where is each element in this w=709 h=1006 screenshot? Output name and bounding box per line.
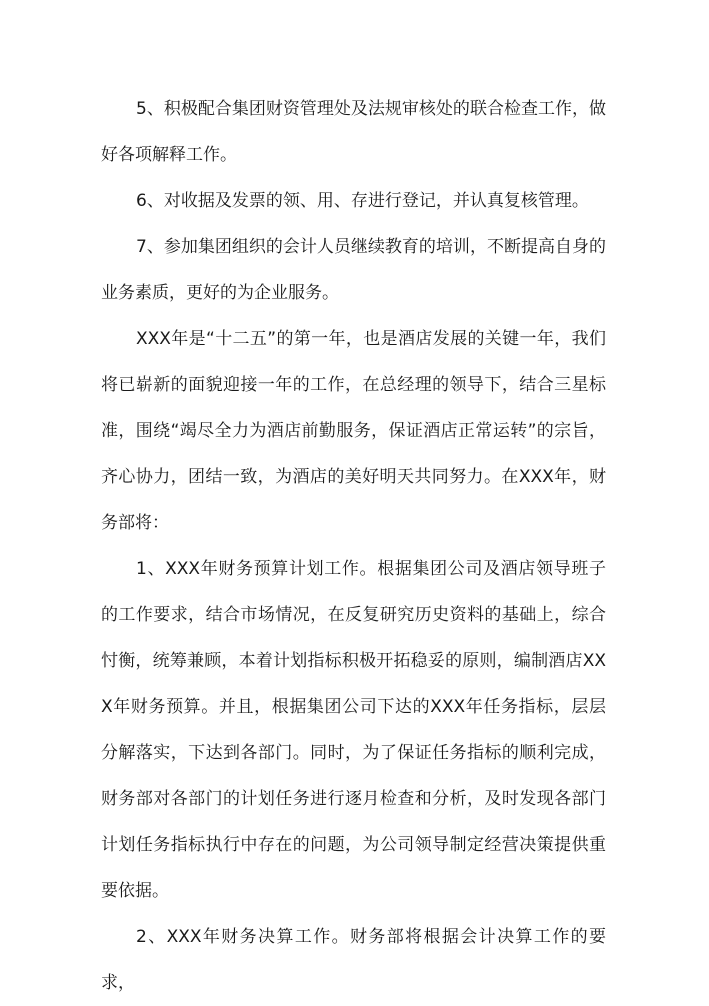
paragraph-item-5: 5、积极配合集团财资管理处及法规审核处的联合检查工作，做好各项解释工作。 — [101, 99, 606, 165]
document-body — [101, 86, 606, 1006]
paragraph-plan-intro: XXX年是“十二五”的第一年，也是酒店发展的关键一年，我们将已崭新的面貌迎接一年的工作，在总经理的领导下，结合三星标准，围绕“竭尽全力为酒店前勤服务，保证酒店正常运转”的宗旨，齐心协力，团结一致，为酒店的美好明天共同努力。在XXX年，财务部将： — [101, 329, 606, 533]
paragraph-final-accounts: 2、XXX年财务决算工作。财务部将根据会计决算工作的要求， — [101, 927, 606, 993]
paragraph-budget-plan: 1、XXX年财务预算计划工作。根据集团公司及酒店领导班子的工作要求，结合市场情况，在反复研究历史资料的基础上，综合忖衡，统筹兼顾，本着计划指标积极开拓稳妥的原则，编制酒店XXX年财务预算。并且，根据集团公司下达的XXX年任务指标，层层分解落实，下达到各部门。同时，为了保证任务指标的顺利完成，财务部对各部门的计划任务进行逐月检查和分析，及时发现各部门计划任务指标执行中存在的问题，为公司领导制定经营决策提供重要依据。 — [101, 559, 606, 901]
paragraph-item-7: 7、参加集团组织的会计人员继续教育的培训，不断提高自身的业务素质，更好的为企业服务。 — [101, 237, 606, 303]
paragraph-item-6: 6、对收据及发票的领、用、存进行登记，并认真复核管理。 — [136, 191, 589, 211]
